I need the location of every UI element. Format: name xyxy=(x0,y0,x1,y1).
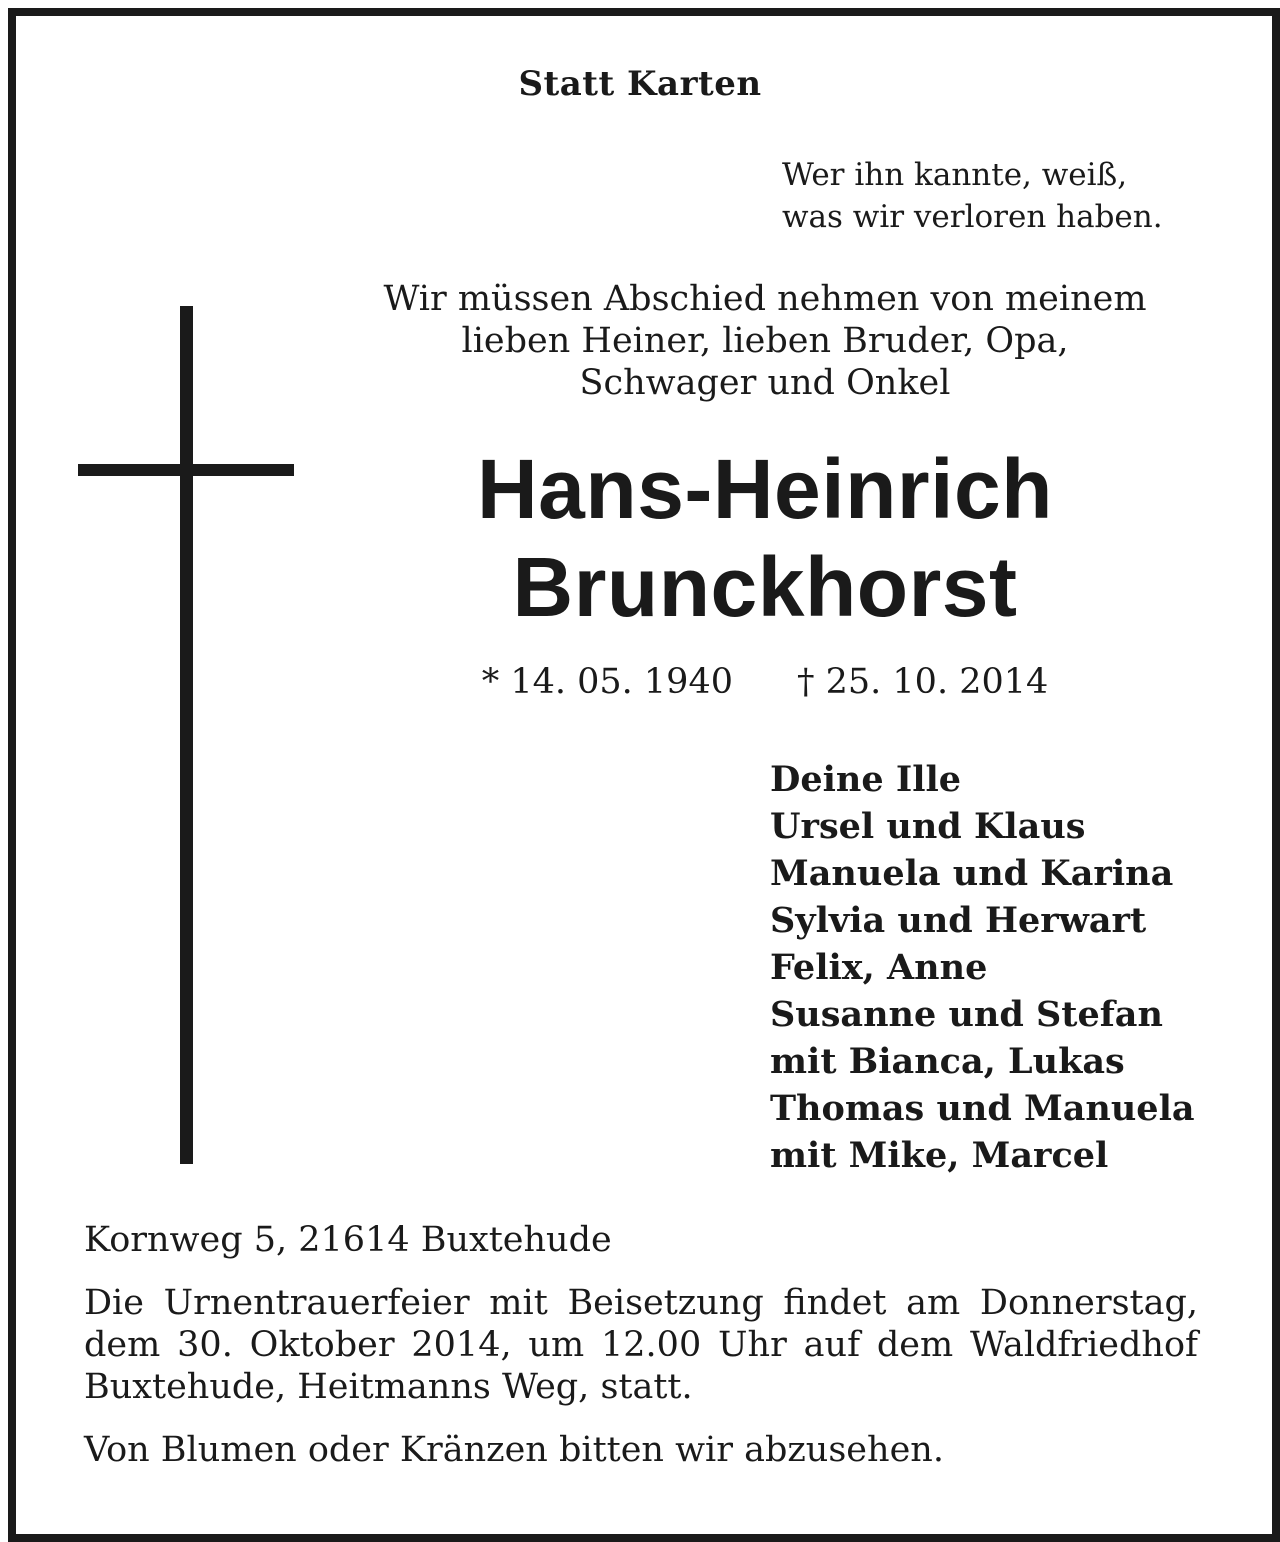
motto-line: Wer ihn kannte, weiß, xyxy=(782,157,1128,193)
deceased-first-name: Hans-Heinrich xyxy=(477,442,1053,536)
mourner: mit Bianca, Lukas xyxy=(770,1041,1125,1082)
deceased-name xyxy=(320,440,1210,636)
mourner: Sylvia und Herwart xyxy=(770,900,1147,941)
death-date: † 25. 10. 2014 xyxy=(797,662,1049,702)
intro-line: lieben Heiner, lieben Bruder, Opa, xyxy=(461,321,1069,361)
intro-line: Schwager und Onkel xyxy=(579,363,951,403)
mourner: Ursel und Klaus xyxy=(770,806,1086,847)
life-dates xyxy=(320,662,1210,702)
motto xyxy=(782,154,1163,238)
cross-icon-horizontal-beam xyxy=(78,464,294,476)
mourner: Thomas und Manuela xyxy=(770,1088,1195,1129)
heading: Statt Karten xyxy=(518,64,762,104)
motto-line: was wir verloren haben. xyxy=(782,199,1163,235)
intro-line: Wir müssen Abschied nehmen von meinem xyxy=(383,279,1147,319)
mourner: Manuela und Karina xyxy=(770,853,1174,894)
flowers-request: Von Blumen oder Kränzen bitten wir abzusehen. xyxy=(84,1430,944,1470)
birth-date: * 14. 05. 1940 xyxy=(481,662,733,702)
cross-icon-vertical-beam xyxy=(180,306,193,1164)
mourner: Deine Ille xyxy=(770,759,962,800)
mourners-list xyxy=(770,756,1195,1179)
intro-text xyxy=(320,278,1210,404)
mourner: mit Mike, Marcel xyxy=(770,1135,1109,1176)
mourner: Felix, Anne xyxy=(770,947,988,988)
mourner: Susanne und Stefan xyxy=(770,994,1163,1035)
ceremony-notice: Die Urnentrauerfeier mit Beisetzung findet am Donnerstag, dem 30. Oktober 2014, um 12.00 Uhr auf dem Waldfriedhof Buxtehude, Heitmanns Weg, statt. xyxy=(84,1283,1198,1407)
deceased-last-name: Brunckhorst xyxy=(512,540,1018,634)
address: Kornweg 5, 21614 Buxtehude xyxy=(84,1220,612,1260)
